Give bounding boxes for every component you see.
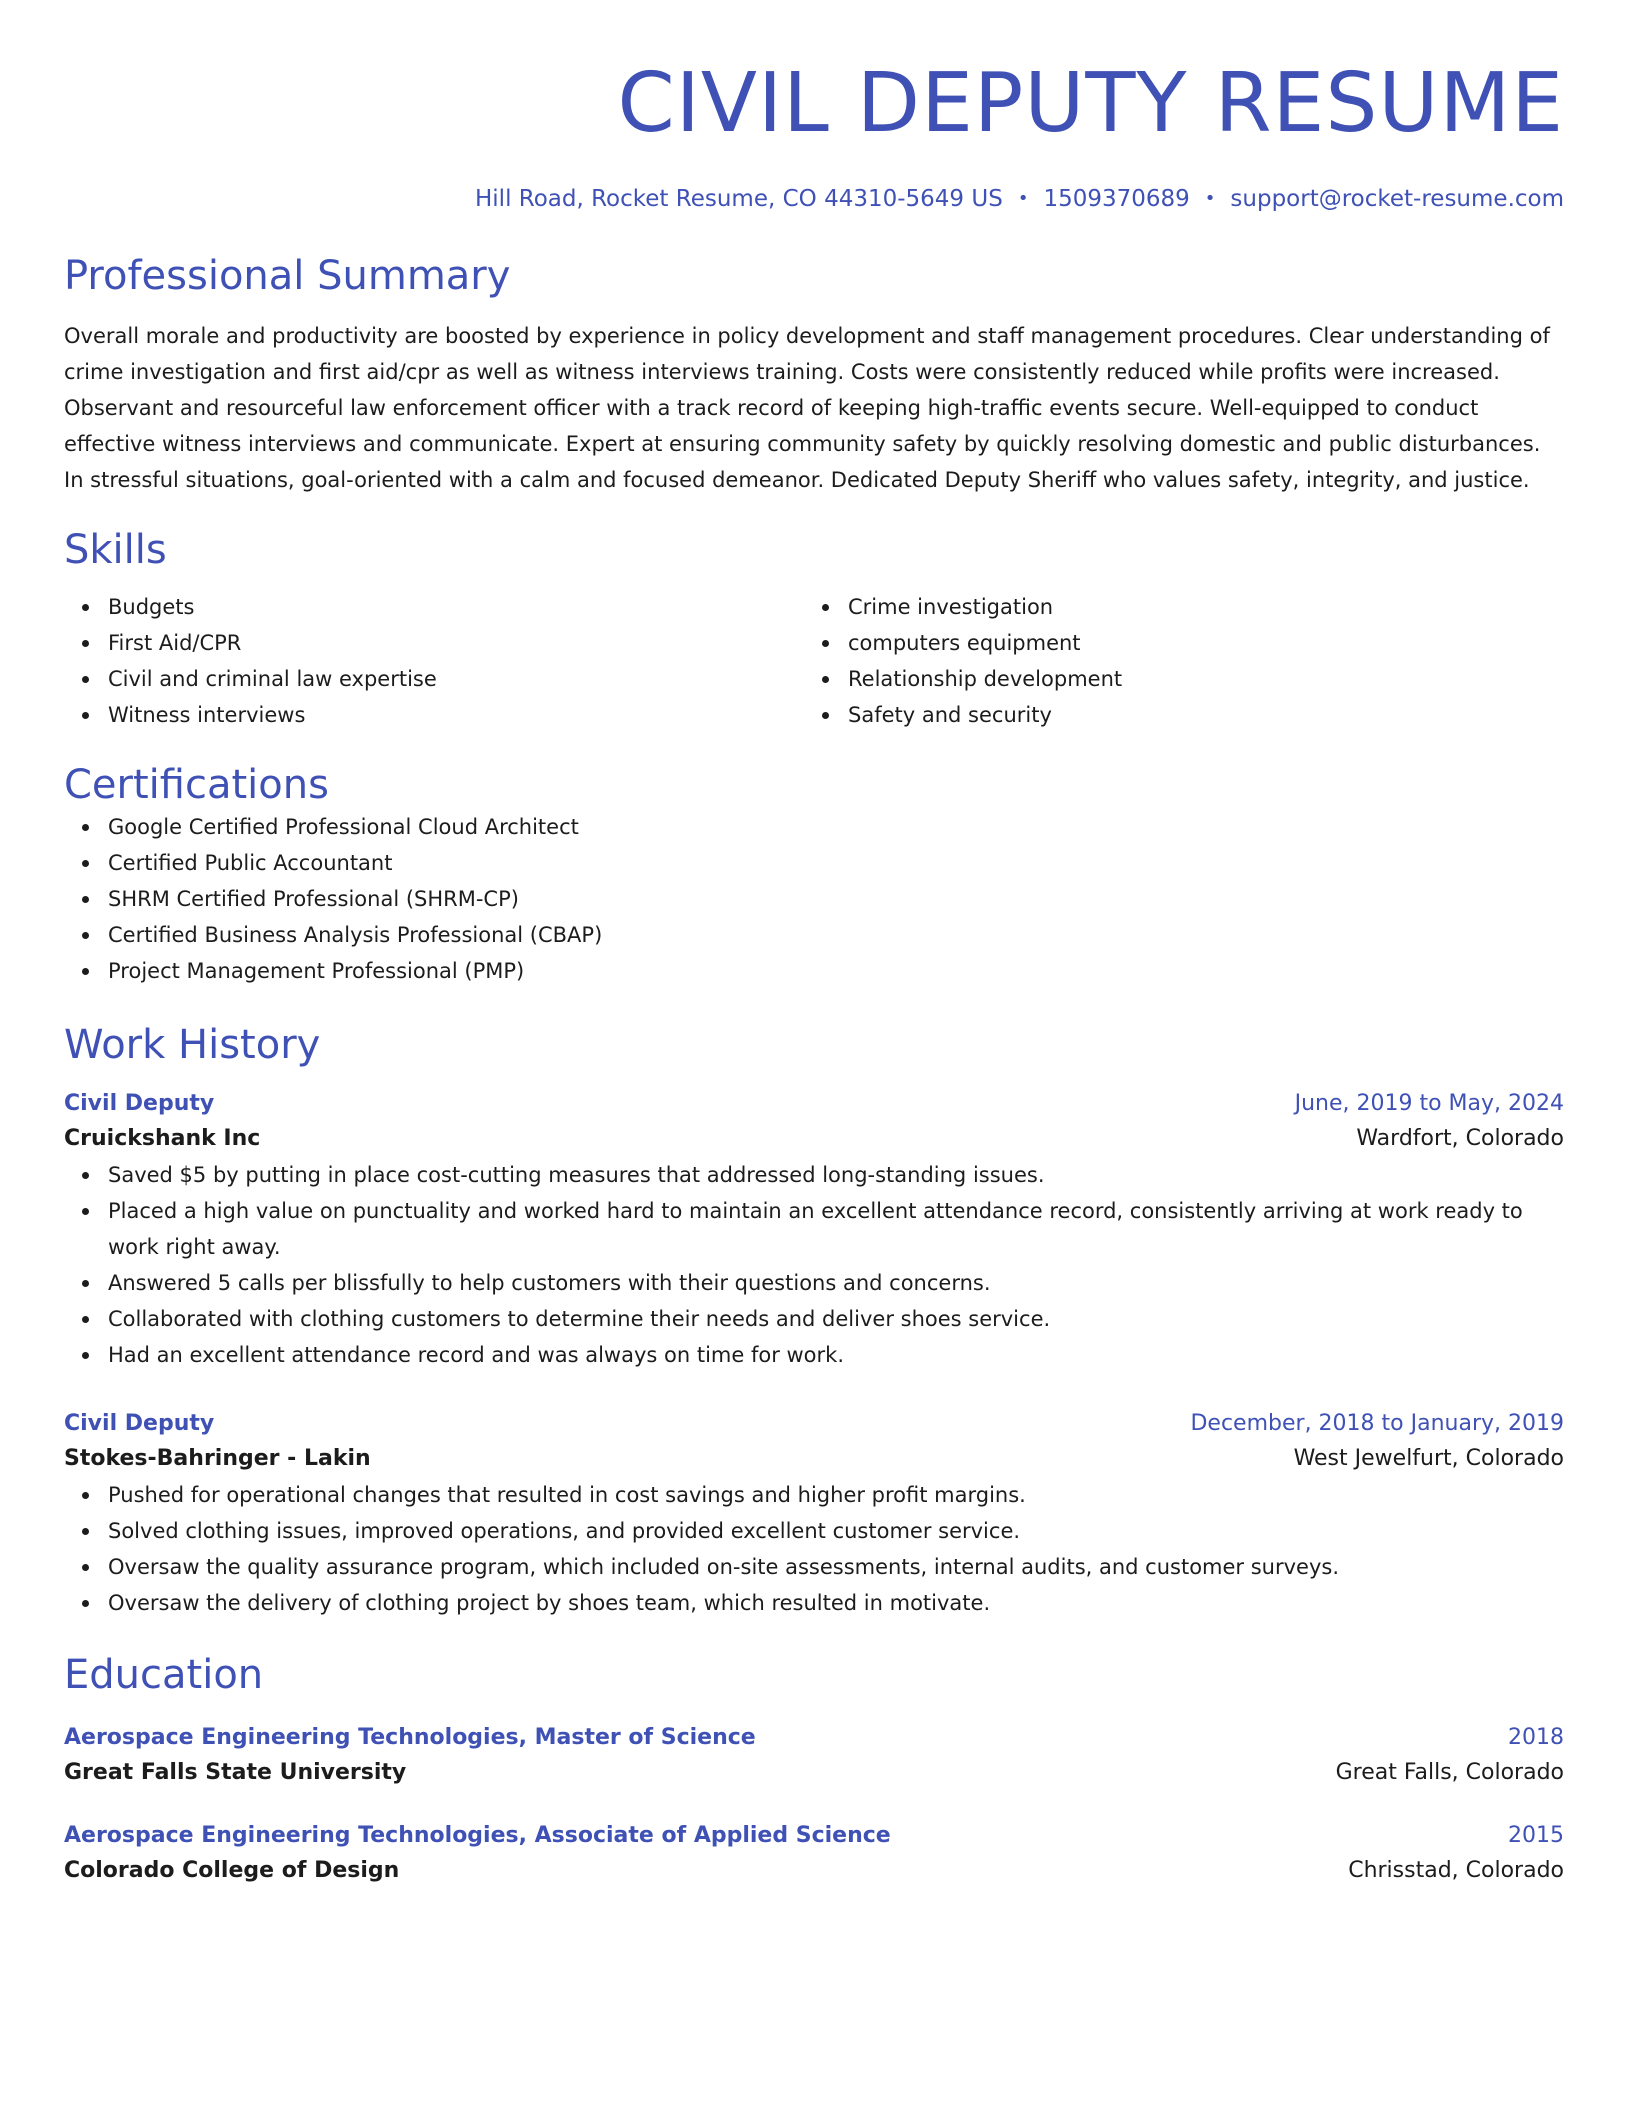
job-bullet-list [64, 1477, 1564, 1621]
certification-item [64, 881, 1564, 917]
education-school-row [64, 1755, 1564, 1791]
job-bullet [64, 1585, 1564, 1621]
education-degree-row [64, 1819, 1564, 1853]
job-title-row [64, 1087, 1564, 1121]
bullet-icon [822, 640, 829, 647]
skill-item [64, 661, 804, 697]
skills-heading: Skills [64, 527, 167, 573]
job-location: West Jewelfurt, Colorado [1293, 1446, 1564, 1471]
skills-column-left [64, 589, 804, 733]
certification-label: Certified Business Analysis Professional (CBAP) [108, 923, 603, 947]
certification-item [64, 953, 1564, 989]
education-entry [64, 1819, 1564, 1889]
education-year: 2015 [1508, 1823, 1564, 1848]
education-degree: Aerospace Engineering Technologies, Associate of Applied Science [64, 1823, 891, 1848]
bullet-icon [82, 1600, 89, 1607]
job-bullet-text: Solved clothing issues, improved operations, and provided excellent customer service. [108, 1519, 1021, 1543]
skill-label: Relationship development [848, 667, 1123, 691]
bullet-icon [82, 1352, 89, 1359]
certifications-heading: Certifications [64, 762, 329, 808]
bullet-icon [82, 968, 89, 975]
job-bullet-text: Saved $5 by putting in place cost-cutting measures that addressed long-standing issues. [108, 1163, 1045, 1187]
skill-label: Safety and security [848, 703, 1052, 727]
contact-separator: • [1017, 188, 1029, 209]
job-bullet-text: Pushed for operational changes that resulted in cost savings and higher profit margins. [108, 1483, 1026, 1507]
skills-list-right [804, 589, 1544, 733]
job-company: Cruickshank Inc [64, 1126, 261, 1151]
job-bullet-text: Oversaw the delivery of clothing project by shoes team, which resulted in motivate. [108, 1591, 991, 1615]
job-bullet [64, 1301, 1564, 1337]
skills-grid [64, 589, 1564, 733]
job-entry [64, 1407, 1564, 1621]
bullet-icon [82, 1172, 89, 1179]
skill-item [64, 697, 804, 733]
certification-label: SHRM Certified Professional (SHRM-CP) [108, 887, 519, 911]
contact-separator: • [1204, 188, 1216, 209]
bullet-icon [822, 676, 829, 683]
job-location: Wardfort, Colorado [1356, 1126, 1564, 1151]
bullet-icon [82, 1528, 89, 1535]
skill-label: Civil and criminal law expertise [108, 667, 437, 691]
resume-title: CIVIL DEPUTY RESUME [617, 56, 1564, 151]
bullet-icon [82, 604, 89, 611]
skill-label: computers equipment [848, 631, 1081, 655]
work-history-heading: Work History [64, 1022, 321, 1068]
job-bullet-list [64, 1157, 1564, 1373]
contact-line [64, 184, 1564, 214]
skill-label: First Aid/CPR [108, 631, 242, 655]
certification-item [64, 809, 1564, 845]
bullet-icon [82, 1208, 89, 1215]
education-location: Great Falls, Colorado [1335, 1760, 1564, 1785]
skill-item [804, 697, 1544, 733]
certifications-list [64, 809, 1564, 989]
job-bullet [64, 1337, 1564, 1373]
skill-item [804, 625, 1544, 661]
bullet-icon [82, 1316, 89, 1323]
skill-item [64, 589, 804, 625]
bullet-icon [82, 824, 89, 831]
job-dates: June, 2019 to May, 2024 [1294, 1091, 1564, 1116]
contact-address: Hill Road, Rocket Resume, CO 44310-5649 US [475, 186, 1003, 212]
certification-label: Project Management Professional (PMP) [108, 959, 525, 983]
skill-label: Crime investigation [848, 595, 1054, 619]
bullet-icon [82, 1564, 89, 1571]
job-entry [64, 1087, 1564, 1373]
job-dates: December, 2018 to January, 2019 [1190, 1411, 1564, 1436]
education-school: Colorado College of Design [64, 1858, 400, 1883]
certification-item [64, 845, 1564, 881]
education-school-row [64, 1853, 1564, 1889]
skills-list-left [64, 589, 804, 733]
certification-label: Certified Public Accountant [108, 851, 393, 875]
skill-item [804, 589, 1544, 625]
contact-email[interactable]: support@rocket-resume.com [1230, 186, 1564, 212]
education-degree: Aerospace Engineering Technologies, Master of Science [64, 1725, 756, 1750]
job-title-row [64, 1407, 1564, 1441]
job-bullet-text: Had an excellent attendance record and was always on time for work. [108, 1343, 845, 1367]
job-title: Civil Deputy [64, 1091, 215, 1116]
skills-column-right [804, 589, 1544, 733]
bullet-icon [82, 860, 89, 867]
bullet-icon [82, 1492, 89, 1499]
education-location: Chrisstad, Colorado [1348, 1858, 1564, 1883]
skill-item [64, 625, 804, 661]
job-bullet-text: Answered 5 calls per blissfully to help customers with their questions and concerns. [108, 1271, 991, 1295]
job-bullet [64, 1265, 1564, 1301]
skill-item [804, 661, 1544, 697]
job-bullet [64, 1193, 1564, 1265]
job-company: Stokes-Bahringer - Lakin [64, 1446, 371, 1471]
skill-label: Budgets [108, 595, 195, 619]
bullet-icon [82, 1280, 89, 1287]
contact-phone: 1509370689 [1043, 186, 1190, 212]
education-degree-row [64, 1721, 1564, 1755]
job-bullet [64, 1549, 1564, 1585]
job-company-row [64, 1441, 1564, 1477]
education-heading: Education [64, 1652, 264, 1698]
summary-text: Overall morale and productivity are boosted by experience in policy development and staff management procedures. Clear understanding of crime investigation and first aid/cpr as well as witness interviews training. Costs were consistently reduced while profits were increased. Observant and resourceful law enforcement officer with a track record of keeping high-traffic events secure. Well-equipped to conduct effective witness interviews and communicate. Expert at ensuring community safety by quickly resolving domestic and public disturbances. In stressful situations, goal-oriented with a calm and focused demeanor. Dedicated Deputy Sheriff who values safety, integrity, and justice. [64, 324, 1550, 492]
job-title: Civil Deputy [64, 1411, 215, 1436]
education-year: 2018 [1508, 1725, 1564, 1750]
education-entry [64, 1721, 1564, 1791]
bullet-icon [82, 896, 89, 903]
bullet-icon [82, 640, 89, 647]
bullet-icon [822, 712, 829, 719]
certification-label: Google Certified Professional Cloud Architect [108, 815, 579, 839]
job-bullet-text: Collaborated with clothing customers to determine their needs and deliver shoes service. [108, 1307, 1051, 1331]
job-bullet-text: Oversaw the quality assurance program, which included on-site assessments, internal audits, and customer surveys. [108, 1555, 1340, 1579]
job-bullet-text: Placed a high value on punctuality and worked hard to maintain an excellent attendance record, consistently arriving at work ready to work right away. [108, 1199, 1523, 1259]
job-company-row [64, 1121, 1564, 1157]
bullet-icon [82, 676, 89, 683]
summary-heading: Professional Summary [64, 253, 511, 299]
bullet-icon [822, 604, 829, 611]
skill-label: Witness interviews [108, 703, 306, 727]
job-bullet [64, 1157, 1564, 1193]
certification-item [64, 917, 1564, 953]
education-school: Great Falls State University [64, 1760, 407, 1785]
job-bullet [64, 1513, 1564, 1549]
bullet-icon [82, 712, 89, 719]
job-bullet [64, 1477, 1564, 1513]
bullet-icon [82, 932, 89, 939]
